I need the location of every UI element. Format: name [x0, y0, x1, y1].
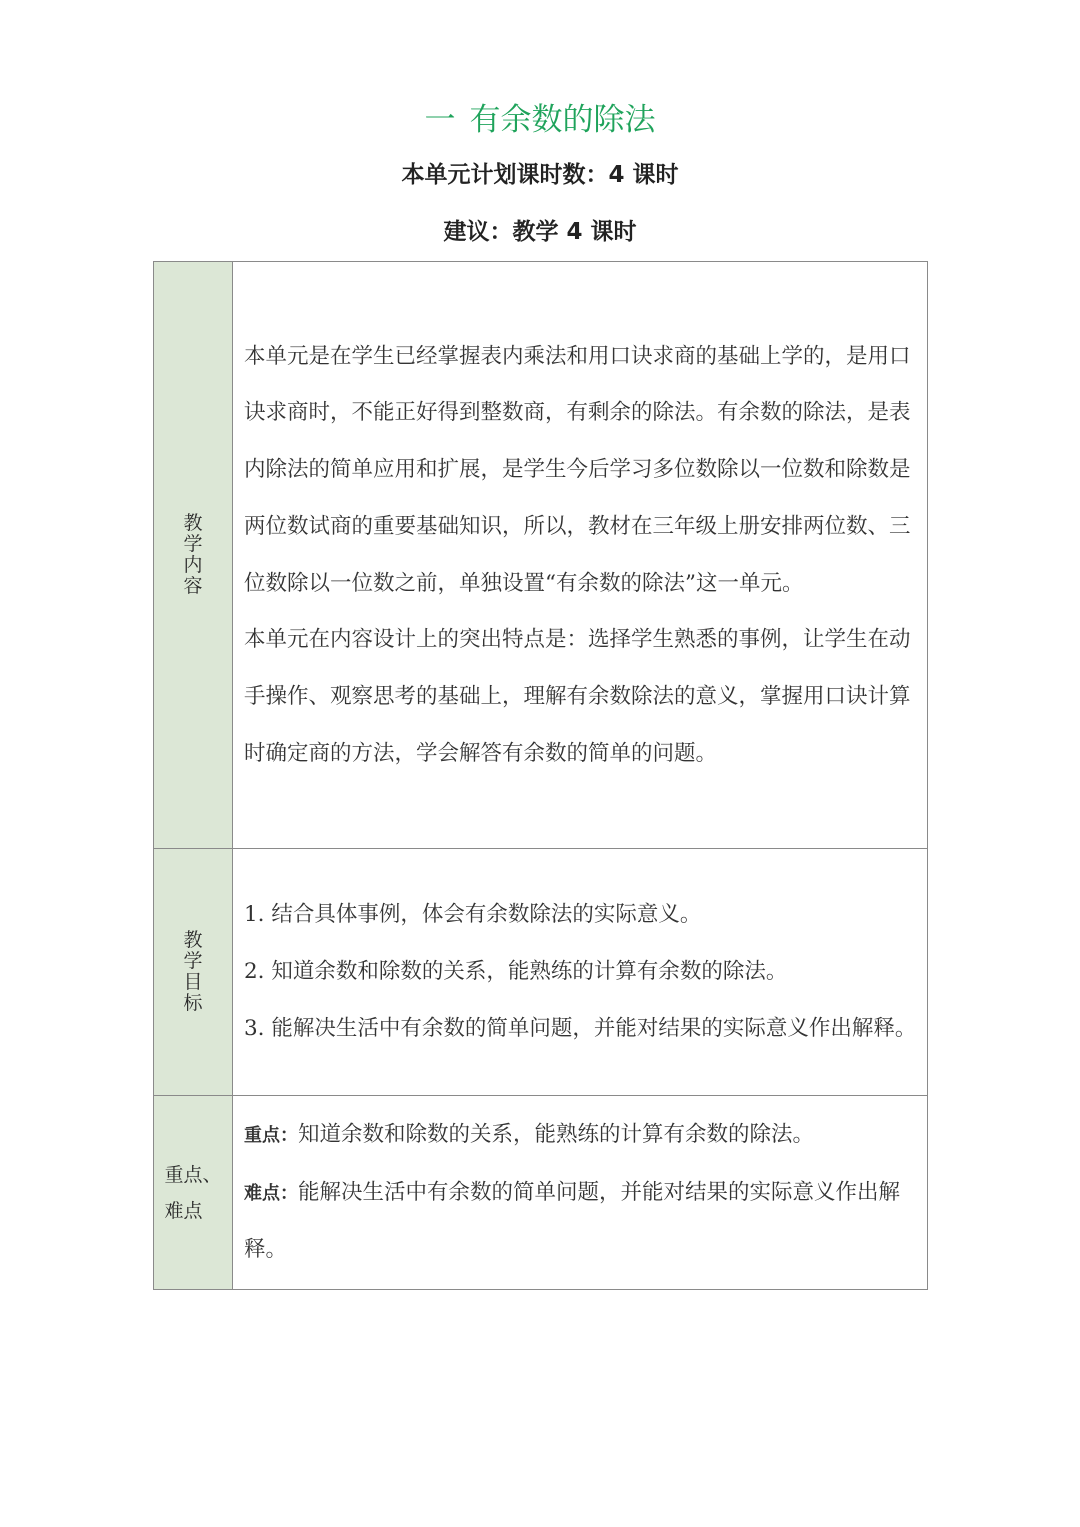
label-goals: 教学目标	[183, 929, 203, 1014]
page-title	[0, 98, 1080, 142]
goals-cell	[233, 849, 928, 1096]
label-content: 教学内容	[183, 512, 203, 597]
goal-item-3: 3. 能解决生活中有余数的简单问题，并能对结果的实际意义作出解释。	[244, 1015, 917, 1041]
content-cell	[233, 262, 928, 849]
label-key-points-line-2: 难点	[164, 1199, 203, 1222]
difficult-point-text: 能解决生活中有余数的简单问题，并能对结果的实际意义作出解释。	[244, 1179, 901, 1263]
suggestion: 建议：教学 4 课时	[443, 219, 637, 245]
key-point-text: 知道余数和除数的关系，能熟练的计算有余数的除法。	[298, 1122, 815, 1147]
unit-plan-table	[153, 261, 928, 1290]
content-paragraph-2: 本单元在内容设计上的突出特点是：选择学生熟悉的事例，让学生在动手操作、观察思考的基础上，理解有余数除法的意义，掌握用口诀计算时确定商的方法，学会解答有余数的简单的问题。	[244, 627, 911, 766]
plan-hours: 本单元计划课时数：4 课时	[401, 162, 679, 188]
label-key-points-line-1: 重点、	[164, 1163, 222, 1186]
key-point	[244, 1107, 917, 1165]
label-cell-key-points	[154, 1096, 233, 1290]
table-row-goals	[154, 849, 928, 1096]
title-text: 有余数的除法	[469, 102, 656, 138]
difficult-point-label: 难点：	[244, 1182, 298, 1204]
title-dash: 一	[424, 102, 456, 138]
key-points-cell	[233, 1096, 928, 1290]
table-row-content	[154, 262, 928, 849]
table-row-key-points	[154, 1096, 928, 1290]
label-cell-content	[154, 262, 233, 849]
content-paragraph-1: 本单元是在学生已经掌握表内乘法和用口诀求商的基础上学的，是用口诀求商时，不能正好得到整数商，有剩余的除法。有余数的除法，是表内除法的简单应用和扩展，是学生今后学习多位数除以一位数和除数是两位数试商的重要基础知识，所以，教材在三年级上册安排两位数、三位数除以一位数之前，单独设置“有余数的除法”这一单元。	[244, 343, 911, 596]
label-cell-goals	[154, 849, 233, 1096]
goal-item-2: 2. 知道余数和除数的关系，能熟练的计算有余数的除法。	[244, 959, 788, 985]
label-key-points	[164, 1157, 221, 1229]
goal-item-1: 1. 结合具体事例，体会有余数除法的实际意义。	[244, 902, 702, 928]
difficult-point	[244, 1165, 917, 1279]
key-point-label: 重点：	[244, 1125, 298, 1146]
